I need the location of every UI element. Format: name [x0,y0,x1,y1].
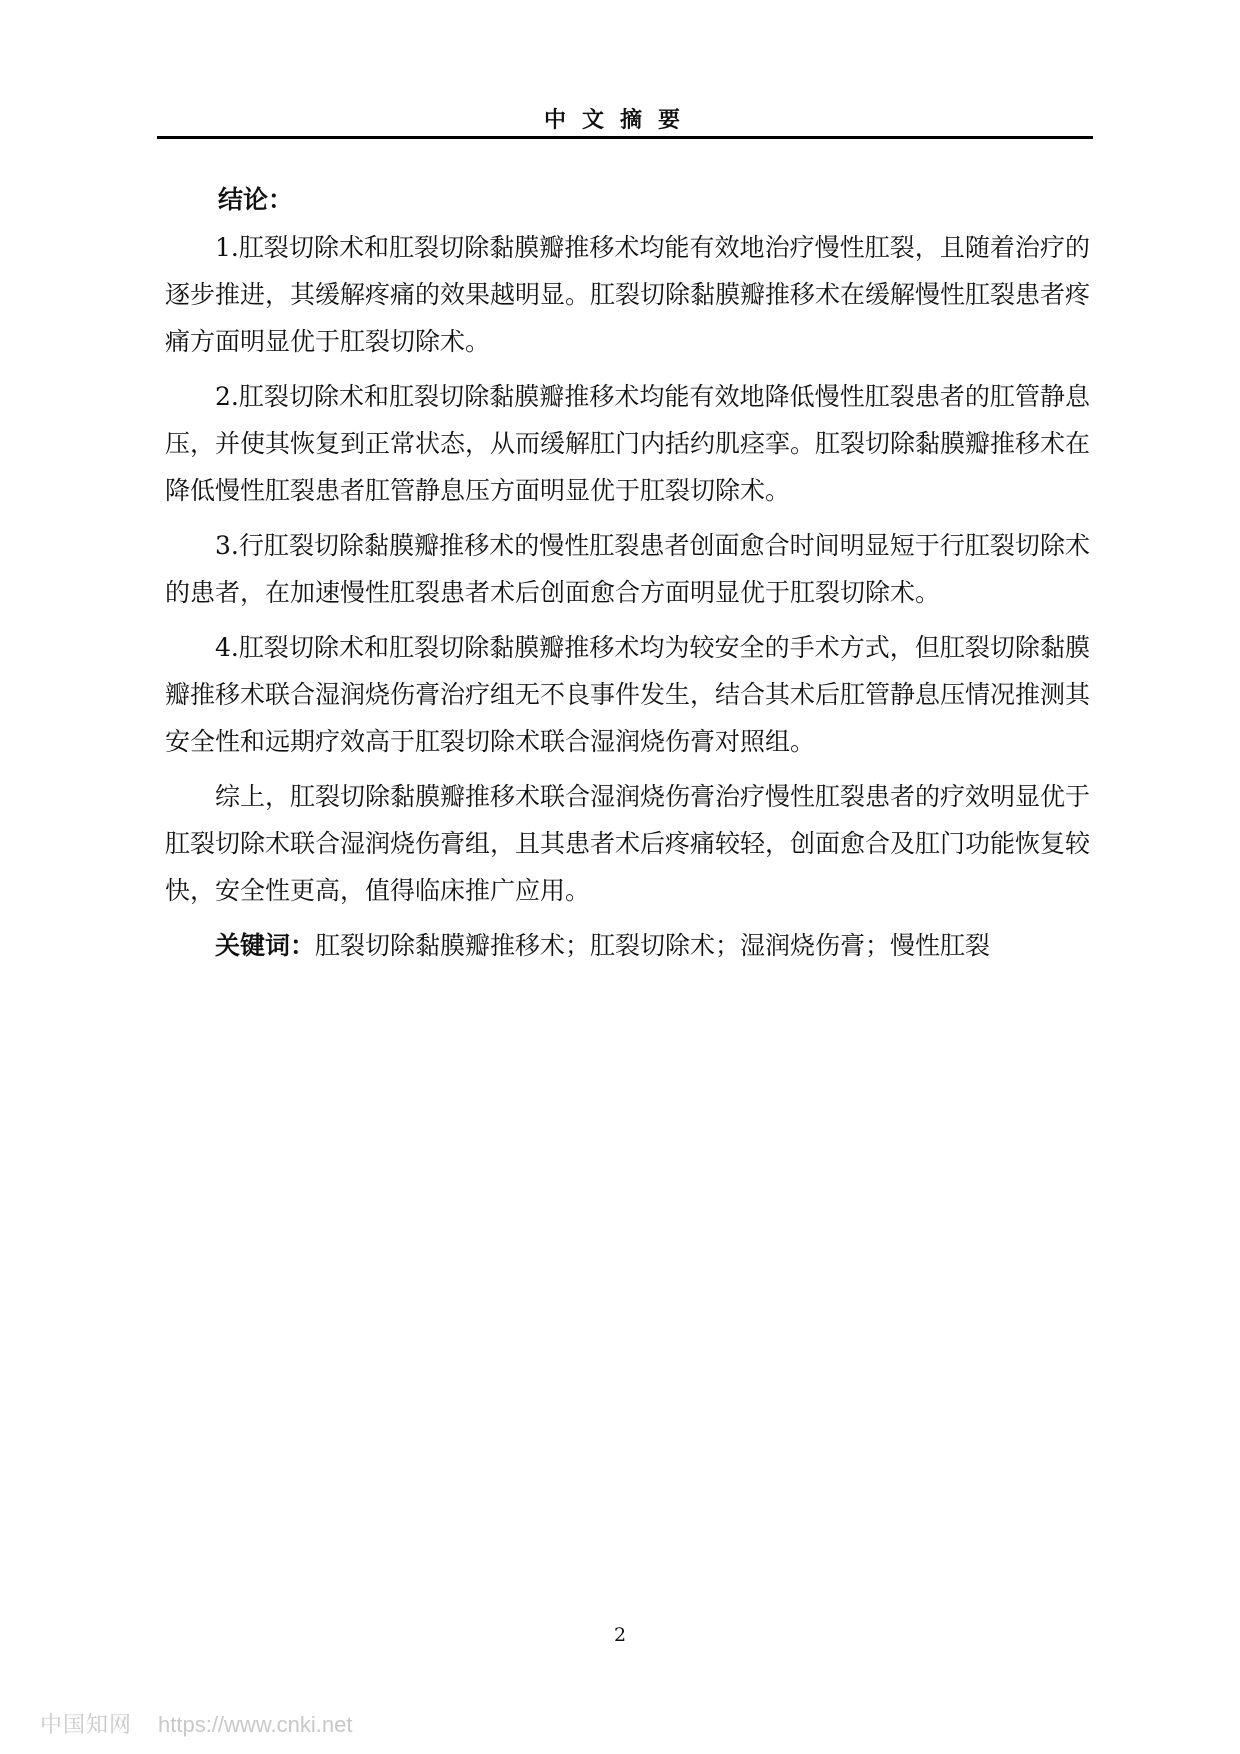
cnki-logo: 中国知网 [40,1712,133,1737]
conclusion-paragraph-3: 3.行肛裂切除黏膜瓣推移术的慢性肛裂患者创面愈合时间明显短于行肛裂切除术的患者，在加速慢性肛裂患者术后创面愈合方面明显优于肛裂切除术。 [165,531,1090,607]
running-header: 中文摘要 [543,107,696,133]
header-rule [157,136,1093,139]
summary-paragraph: 综上，肛裂切除黏膜瓣推移术联合湿润烧伤膏治疗慢性肛裂患者的疗效明显优于肛裂切除术联合湿润烧伤膏组，且其患者术后疼痛较轻，创面愈合及肛门功能恢复较快，安全性更高，值得临床推广应用。 [165,782,1091,905]
conclusion-paragraph-1: 1.肛裂切除术和肛裂切除黏膜瓣推移术均能有效地治疗慢性肛裂，且随着治疗的逐步推进，其缓解疼痛的效果越明显。肛裂切除黏膜瓣推移术在缓解慢性肛裂患者疼痛方面明显优于肛裂切除术。 [165,233,1091,356]
cnki-watermark [40,1712,352,1738]
conclusion-paragraph-2: 2.肛裂切除术和肛裂切除黏膜瓣推移术均能有效地降低慢性肛裂患者的肛管静息压，并使其恢复到正常状态，从而缓解肛门内括约肌痉挛。肛裂切除黏膜瓣推移术在降低慢性肛裂患者肛管静息压方面明显优于肛裂切除术。 [165,382,1091,505]
conclusion-paragraph-4: 4.肛裂切除术和肛裂切除黏膜瓣推移术均为较安全的手术方式，但肛裂切除黏膜瓣推移术联合湿润烧伤膏治疗组无不良事件发生，结合其术后肛管静息压情况推测其安全性和远期疗效高于肛裂切除术联合湿润烧伤膏对照组。 [165,633,1091,756]
keywords [165,922,1090,969]
watermark-url: https://www.cnki.net [158,1712,353,1737]
keywords-text: 肛裂切除黏膜瓣推移术；肛裂切除术；湿润烧伤膏；慢性肛裂 [315,931,991,960]
keywords-label: 关键词： [215,931,316,960]
page-number: 2 [613,1624,627,1646]
conclusion-heading: 结论： [218,185,294,214]
abstract-content [165,176,1090,969]
